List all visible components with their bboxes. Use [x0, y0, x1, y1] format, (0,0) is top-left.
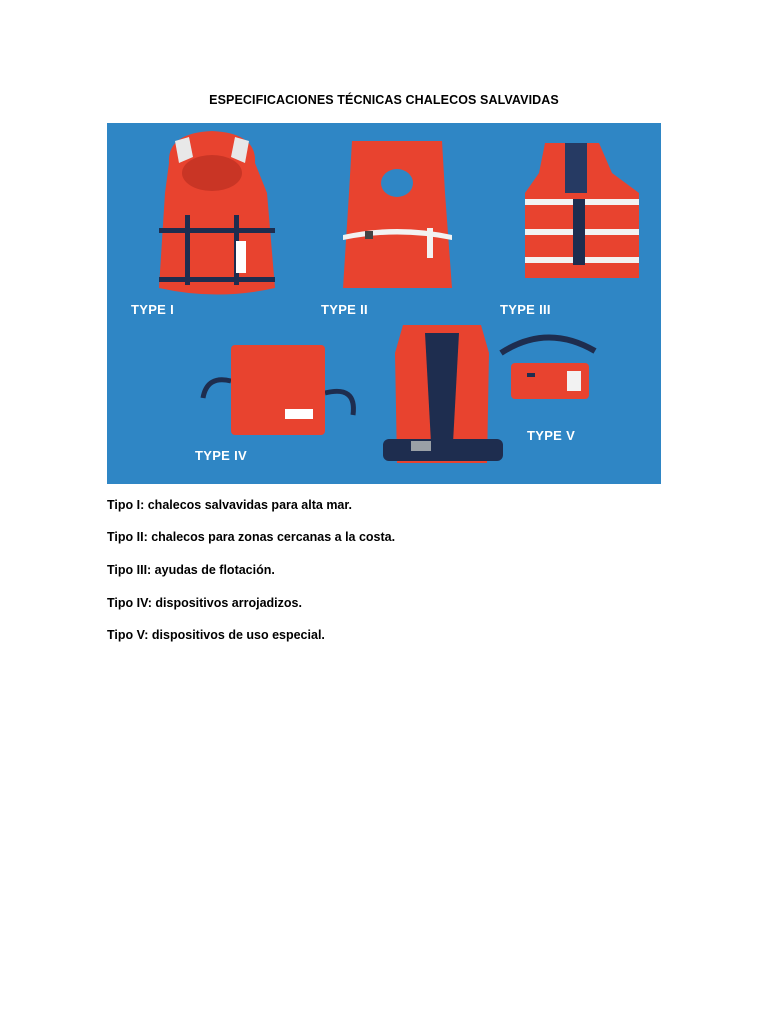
type3-vest-image: [525, 143, 639, 278]
inflatable-vest-image: [383, 325, 503, 463]
list-item-type3: Tipo III: ayudas de flotación.: [107, 563, 275, 577]
document-title: ESPECIFICACIONES TÉCNICAS CHALECOS SALVAVIDAS: [209, 93, 559, 107]
list-item-type1: Tipo I: chalecos salvavidas para alta mar.: [107, 498, 353, 512]
type5-label: TYPE V: [527, 428, 576, 443]
life-jacket-illustration: [107, 123, 661, 484]
type2-vest-image: [343, 141, 452, 288]
type4-cushion-image: [203, 345, 353, 435]
type4-label: TYPE IV: [195, 448, 247, 463]
type5-beltpack-image: [501, 337, 595, 399]
type3-label: TYPE III: [500, 302, 551, 317]
life-jacket-types-figure: [107, 123, 661, 484]
list-item-type2: Tipo II: chalecos para zonas cercanas a la costa.: [107, 530, 396, 544]
list-item-type4: Tipo IV: dispositivos arrojadizos.: [107, 596, 302, 610]
type1-label: TYPE I: [131, 302, 174, 317]
list-item-type5: Tipo V: dispositivos de uso especial.: [107, 628, 325, 642]
type1-vest-image: [159, 131, 275, 295]
type2-label: TYPE II: [321, 302, 368, 317]
